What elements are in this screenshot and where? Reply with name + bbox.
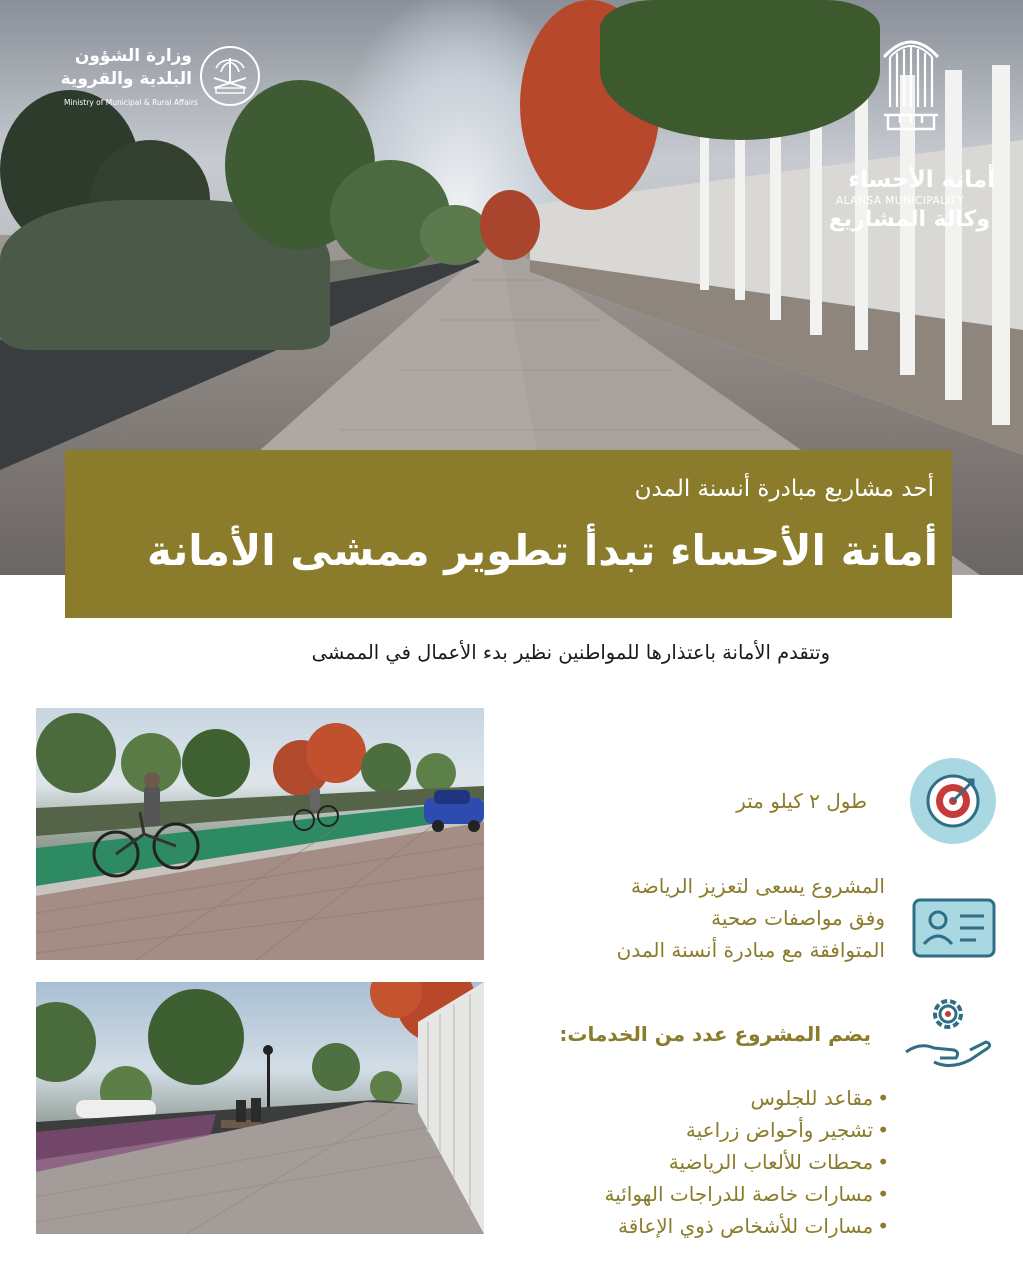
service-item: [686, 1118, 889, 1142]
service-item: [604, 1182, 889, 1206]
bullet: •: [877, 1086, 889, 1110]
bullet: •: [877, 1182, 889, 1206]
length-text: طول ٢ كيلو متر: [736, 789, 867, 813]
services-title: يضم المشروع عدد من الخدمات:: [559, 1022, 871, 1046]
municipality-name-ar: أمانة الأحساء: [848, 167, 995, 193]
ministry-name-line2: البلدية والقروية: [60, 69, 192, 89]
gear-hand-icon: [900, 986, 996, 1082]
palm-swords-emblem-icon: [200, 46, 260, 106]
service-item: [669, 1150, 889, 1174]
apology-text: وتتقدم الأمانة باعتذارها للمواطنين نظير بدء الأعمال في الممشى: [311, 641, 830, 664]
bullet: •: [877, 1150, 889, 1174]
cycling-path-render: [36, 708, 484, 960]
ministry-name-en: Ministry of Municipal & Rural Affairs: [64, 98, 198, 107]
target-icon: [910, 758, 996, 844]
ministry-logo: [60, 38, 270, 118]
bullet: •: [877, 1118, 889, 1142]
alahsa-emblem-icon: [880, 25, 942, 135]
municipality-name-en: ALAHSA MUNICIPALITY: [836, 195, 964, 207]
service-item: [618, 1214, 889, 1238]
service-item-label: مسارات خاصة للدراجات الهوائية: [604, 1182, 874, 1206]
agency-name: وكالة المشاريع: [828, 207, 990, 232]
bullet: •: [877, 1214, 889, 1238]
sport-line-1: المشروع يسعى لتعزيز الرياضة: [631, 874, 885, 898]
walkway-render: [36, 982, 484, 1234]
title-banner: [65, 450, 952, 618]
service-item: [750, 1086, 889, 1110]
municipality-logo: [828, 25, 1000, 232]
service-item-label: تشجير وأحواض زراعية: [685, 1118, 874, 1142]
flame-tree: [480, 190, 540, 260]
service-item-label: مسارات للأشخاص ذوي الإعاقة: [617, 1214, 874, 1238]
ministry-name-line1: وزارة الشؤون: [74, 46, 192, 66]
sport-line-3: المتوافقة مع مبادرة أنسنة المدن: [616, 938, 885, 962]
sport-line-2: وفق مواصفات صحية: [711, 906, 885, 930]
service-item-label: محطات للألعاب الرياضية: [668, 1150, 874, 1174]
service-item-label: مقاعد للجلوس: [750, 1086, 874, 1110]
banner-title: أمانة الأحساء تبدأ تطوير ممشى الأمانة: [146, 526, 938, 575]
tree: [420, 205, 490, 265]
id-card-icon: [910, 884, 998, 970]
banner-subtitle: أحد مشاريع مبادرة أنسنة المدن: [634, 476, 934, 502]
